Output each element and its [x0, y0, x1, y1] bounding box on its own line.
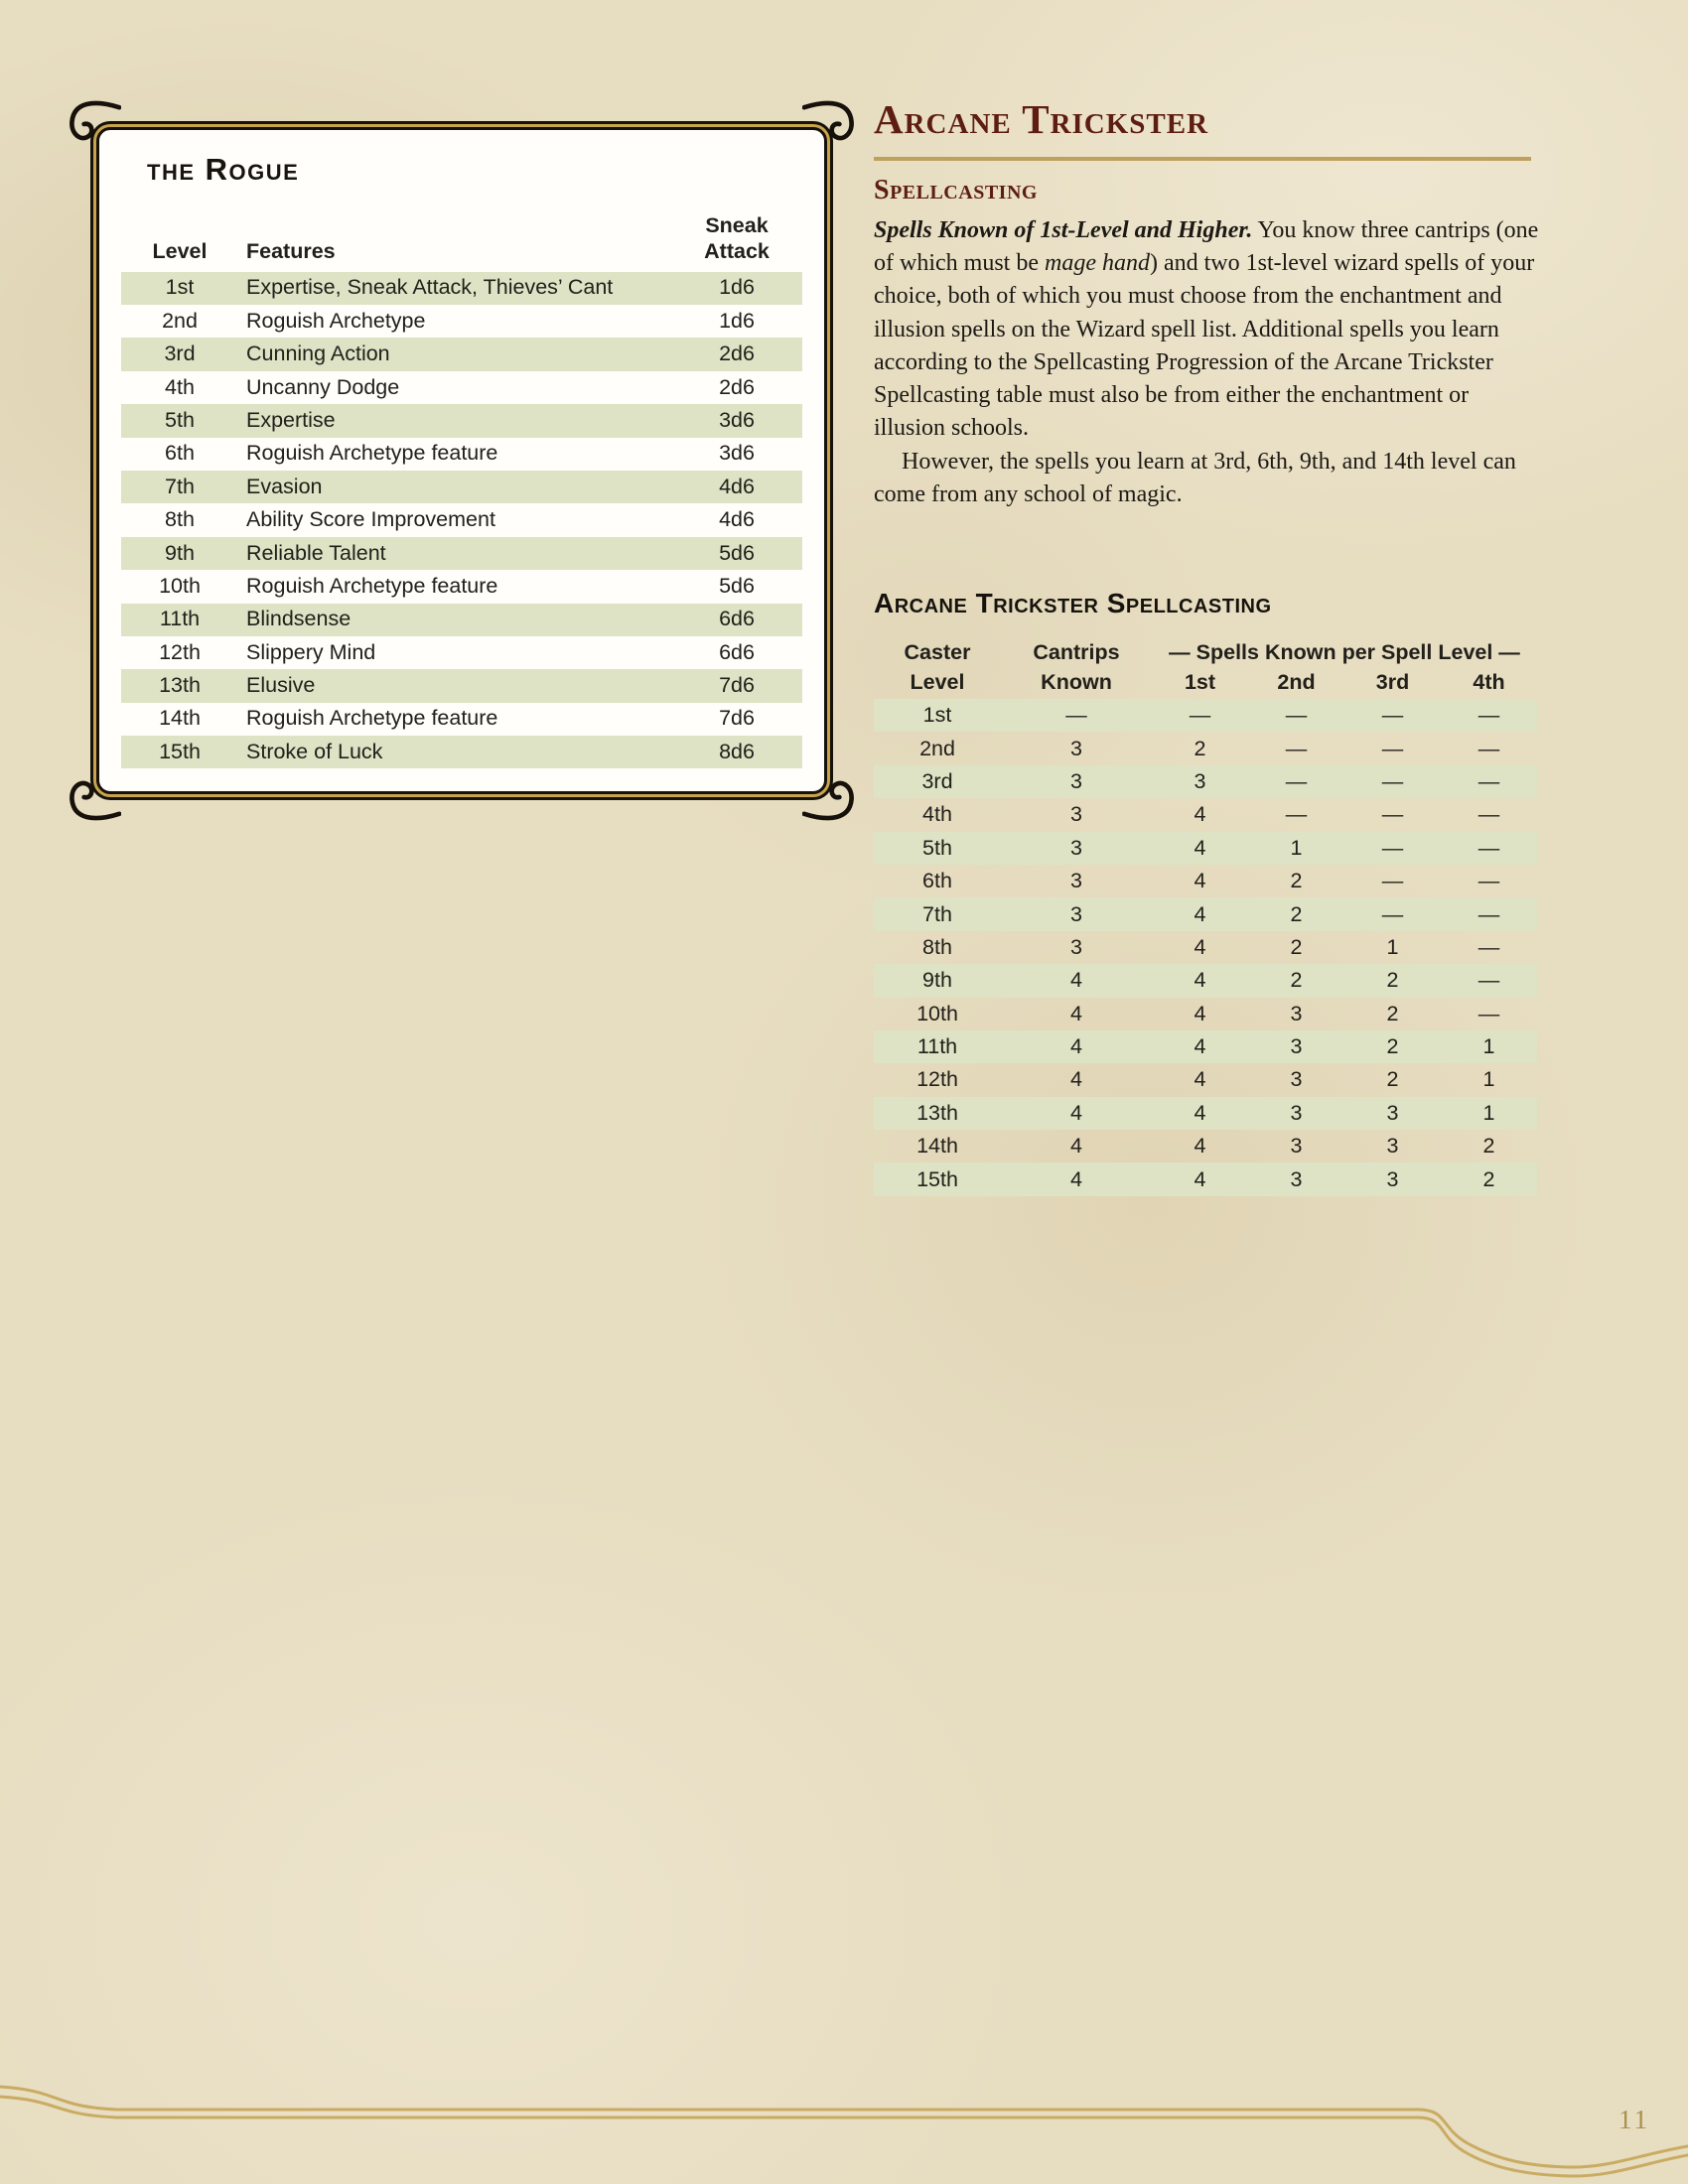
- spells-known-4th-cell: —: [1477, 968, 1500, 993]
- rogue-table-row: [121, 338, 802, 370]
- caster-level-cell: 7th: [922, 901, 952, 926]
- spells-known-1st-cell: —: [1189, 703, 1211, 728]
- rogue-sneak-attack-cell: 4d6: [719, 474, 755, 498]
- features-column-header: Features: [246, 238, 336, 263]
- rogue-table-row: [121, 537, 802, 570]
- rogue-level-cell: 9th: [165, 540, 195, 565]
- spells-known-3rd-cell: 2: [1386, 1034, 1399, 1059]
- spells-known-1st-cell: 4: [1194, 1034, 1206, 1059]
- rogue-level-cell: 12th: [159, 639, 201, 664]
- frame-corner-flourish-icon: [802, 769, 858, 825]
- spells-known-2nd-cell: 3: [1290, 1067, 1303, 1092]
- paragraph-text: You know three cantrips (one of which must be: [874, 217, 1539, 277]
- rogue-table-row: [121, 371, 802, 404]
- frame-corner-flourish-icon: [66, 769, 121, 825]
- cantrips-known-cell: 4: [1070, 968, 1082, 993]
- rogue-sneak-attack-cell: 6d6: [719, 639, 755, 664]
- spell-name-italic: mage hand: [1044, 250, 1150, 277]
- caster-level-cell: 10th: [916, 1001, 958, 1025]
- level-column-header: Level: [152, 238, 208, 263]
- spellcasting-table-row: [874, 1030, 1537, 1063]
- rogue-sneak-attack-cell: 8d6: [719, 739, 755, 763]
- spells-known-2nd-cell: —: [1285, 736, 1308, 760]
- body-text-block: [874, 214, 1545, 511]
- spell-level-2nd-header: 2nd: [1277, 669, 1316, 694]
- spellcasting-table-row: [874, 1063, 1537, 1096]
- rogue-sneak-attack-cell: 3d6: [719, 407, 755, 432]
- rogue-features-cell: Roguish Archetype feature: [246, 573, 498, 598]
- spells-known-4th-cell: —: [1477, 869, 1500, 893]
- spells-known-1st-cell: 4: [1194, 934, 1206, 959]
- caster-header-line1: Caster: [904, 640, 971, 664]
- spellcasting-section-heading: Spellcasting: [874, 175, 1038, 205]
- rogue-features-cell: Cunning Action: [246, 341, 390, 366]
- spells-known-3rd-cell: —: [1381, 901, 1404, 926]
- cantrips-known-cell: 3: [1070, 835, 1082, 860]
- spells-known-2nd-cell: 1: [1290, 835, 1303, 860]
- rogue-level-cell: 10th: [159, 573, 201, 598]
- rogue-features-cell: Slippery Mind: [246, 639, 376, 664]
- spells-known-3rd-cell: 2: [1386, 1001, 1399, 1025]
- spells-known-3rd-cell: 2: [1386, 1067, 1399, 1092]
- rogue-sneak-attack-cell: 1d6: [719, 308, 755, 333]
- rogue-level-cell: 6th: [165, 441, 195, 466]
- rogue-features-cell: Stroke of Luck: [246, 739, 383, 763]
- spellcasting-table-row: [874, 765, 1537, 798]
- rogue-class-table: [121, 213, 802, 768]
- spellcasting-table-row: [874, 931, 1537, 964]
- caster-level-cell: 9th: [922, 968, 952, 993]
- rogue-features-cell: Roguish Archetype feature: [246, 441, 498, 466]
- caster-header-line2: Level: [910, 669, 965, 694]
- spells-known-3rd-cell: 3: [1386, 1134, 1399, 1159]
- spell-level-3rd-header: 3rd: [1375, 669, 1410, 694]
- rogue-panel-title: the Rogue: [147, 152, 300, 187]
- frame-corner-flourish-icon: [66, 96, 121, 152]
- rogue-sneak-attack-cell: 6d6: [719, 607, 755, 631]
- rogue-table-panel: [96, 127, 827, 794]
- caster-level-cell: 6th: [922, 869, 952, 893]
- spellcasting-table-row: [874, 798, 1537, 831]
- cantrips-known-cell: 4: [1070, 1166, 1082, 1191]
- caster-level-cell: 11th: [916, 1034, 958, 1059]
- spells-known-1st-cell: 4: [1194, 968, 1206, 993]
- rogue-sneak-attack-cell: 2d6: [719, 341, 755, 366]
- spells-known-4th-cell: —: [1477, 703, 1500, 728]
- rogue-table-row: [121, 272, 802, 305]
- spells-known-3rd-cell: —: [1381, 736, 1404, 760]
- rogue-table-row: [121, 438, 802, 471]
- spells-known-2nd-cell: —: [1285, 703, 1308, 728]
- spells-known-1st-cell: 4: [1194, 1134, 1206, 1159]
- cantrips-known-cell: —: [1065, 703, 1087, 728]
- spells-known-2nd-cell: —: [1285, 768, 1308, 793]
- caster-level-cell: 14th: [916, 1134, 958, 1159]
- spellcasting-table-row: [874, 1162, 1537, 1195]
- spellcasting-table-row: [874, 897, 1537, 930]
- spells-known-3rd-cell: —: [1381, 835, 1404, 860]
- rogue-level-cell: 15th: [159, 739, 201, 763]
- spells-known-2nd-cell: 3: [1290, 1134, 1303, 1159]
- rogue-level-cell: 1st: [165, 275, 195, 300]
- rogue-features-cell: Elusive: [246, 673, 316, 698]
- frame-corner-flourish-icon: [802, 96, 858, 152]
- rogue-table-header-row: [121, 213, 802, 272]
- spells-known-1st-cell: 2: [1194, 736, 1206, 760]
- rogue-features-cell: Expertise: [246, 407, 336, 432]
- spellcasting-table-row: [874, 865, 1537, 897]
- spells-known-3rd-cell: 3: [1386, 1166, 1399, 1191]
- spellcasting-table-title: Arcane Trickster Spellcasting: [874, 588, 1272, 618]
- rogue-features-cell: Uncanny Dodge: [246, 374, 400, 399]
- cantrips-known-cell: 3: [1070, 736, 1082, 760]
- spellcasting-table-row: [874, 964, 1537, 997]
- spellcasting-table-row: [874, 699, 1537, 732]
- rogue-sneak-attack-cell: 3d6: [719, 441, 755, 466]
- paragraph-lead-in: Spells Known of 1st-Level and Higher.: [874, 217, 1253, 243]
- spells-known-1st-cell: 4: [1194, 901, 1206, 926]
- rogue-features-cell: Roguish Archetype feature: [246, 706, 498, 731]
- sneak-attack-column-header: [671, 213, 802, 272]
- spells-known-4th-cell: —: [1477, 901, 1500, 926]
- spell-level-1st-header: 1st: [1184, 669, 1216, 694]
- spells-known-3rd-cell: —: [1381, 768, 1404, 793]
- spells-known-1st-cell: 4: [1194, 835, 1206, 860]
- rogue-sneak-attack-cell: 2d6: [719, 374, 755, 399]
- spells-known-4th-cell: 2: [1482, 1134, 1495, 1159]
- arcane-trickster-spellcasting-table: [874, 631, 1537, 1196]
- spells-known-4th-cell: —: [1477, 835, 1500, 860]
- caster-level-cell: 15th: [916, 1166, 958, 1191]
- spells-known-group-header: — Spells Known per Spell Level —: [1169, 640, 1520, 664]
- rogue-features-cell: Expertise, Sneak Attack, Thieves’ Cant: [246, 275, 614, 300]
- cantrips-known-cell: 3: [1070, 934, 1082, 959]
- page-number: 11: [1618, 2105, 1650, 2134]
- cantrips-known-cell: 4: [1070, 1100, 1082, 1125]
- spells-known-2nd-cell: 3: [1290, 1034, 1303, 1059]
- caster-level-cell: 12th: [916, 1067, 958, 1092]
- rogue-level-cell: 2nd: [162, 308, 198, 333]
- rogue-table-row: [121, 736, 802, 768]
- spells-known-2nd-cell: 3: [1290, 1001, 1303, 1025]
- caster-level-cell: 5th: [922, 835, 952, 860]
- spells-known-3rd-cell: —: [1381, 703, 1404, 728]
- rogue-sneak-attack-cell: 7d6: [719, 673, 755, 698]
- rogue-level-cell: 3rd: [164, 341, 196, 366]
- rogue-table-row: [121, 570, 802, 603]
- paragraph-text: ) and two 1st-level wizard spells of your choice, both of which you must choose from the enchantment and illusion spells on the Wizard spell list. Additional spells you learn according to the Spellcasting Progression of the Arcane Trickster Spellcasting table must also be from either the enchantment or illusion schools.: [874, 250, 1535, 442]
- page-title: Arcane Trickster: [874, 96, 1209, 142]
- sneak-attack-header-line1: Sneak: [705, 213, 769, 237]
- spells-known-2nd-cell: 2: [1290, 869, 1303, 893]
- spells-known-4th-cell: —: [1477, 802, 1500, 827]
- spell-level-4th-header: 4th: [1473, 669, 1505, 694]
- caster-level-cell: 8th: [922, 934, 952, 959]
- rogue-table-row: [121, 471, 802, 503]
- spells-known-4th-cell: —: [1477, 768, 1500, 793]
- spells-known-4th-cell: 1: [1482, 1067, 1495, 1092]
- caster-level-cell: 13th: [916, 1100, 958, 1125]
- spells-known-1st-cell: 4: [1194, 869, 1206, 893]
- cantrips-known-cell: 4: [1070, 1067, 1082, 1092]
- spells-known-2nd-cell: 2: [1290, 968, 1303, 993]
- rogue-table-row: [121, 305, 802, 338]
- rogue-features-cell: Roguish Archetype: [246, 308, 426, 333]
- rogue-level-cell: 7th: [165, 474, 195, 498]
- rogue-features-cell: Reliable Talent: [246, 540, 386, 565]
- rogue-sneak-attack-cell: 5d6: [719, 573, 755, 598]
- body-paragraph-1: [874, 214, 1545, 446]
- caster-level-cell: 3rd: [921, 768, 953, 793]
- spells-known-1st-cell: 4: [1194, 802, 1206, 827]
- spells-known-2nd-cell: 2: [1290, 901, 1303, 926]
- spells-known-4th-cell: —: [1477, 934, 1500, 959]
- spells-known-1st-cell: 4: [1194, 1100, 1206, 1125]
- cantrips-known-cell: 3: [1070, 802, 1082, 827]
- spells-known-4th-cell: —: [1477, 736, 1500, 760]
- cantrips-known-cell: 4: [1070, 1034, 1082, 1059]
- sneak-attack-header-line2: Attack: [704, 238, 770, 263]
- spellcasting-table-row: [874, 1097, 1537, 1130]
- spellcasting-table-row: [874, 832, 1537, 865]
- rogue-sneak-attack-cell: 1d6: [719, 275, 755, 300]
- spells-known-1st-cell: 4: [1194, 1001, 1206, 1025]
- body-paragraph-2: However, the spells you learn at 3rd, 6th, 9th, and 14th level can come from any school of magic.: [874, 448, 1516, 507]
- rogue-sneak-attack-cell: 4d6: [719, 507, 755, 532]
- cantrips-known-cell: 3: [1070, 869, 1082, 893]
- spells-known-4th-cell: 1: [1482, 1100, 1495, 1125]
- rogue-features-cell: Blindsense: [246, 607, 352, 631]
- cantrips-known-cell: 4: [1070, 1001, 1082, 1025]
- rogue-sneak-attack-cell: 5d6: [719, 540, 755, 565]
- cantrips-known-cell: 4: [1070, 1134, 1082, 1159]
- spells-known-2nd-cell: 2: [1290, 934, 1303, 959]
- spells-known-2nd-cell: —: [1285, 802, 1308, 827]
- rogue-sneak-attack-cell: 7d6: [719, 706, 755, 731]
- spellcasting-table-row: [874, 732, 1537, 764]
- spells-known-3rd-cell: 2: [1386, 968, 1399, 993]
- cantrips-header-line1: Cantrips: [1033, 640, 1120, 664]
- spells-known-1st-cell: 4: [1194, 1166, 1206, 1191]
- spells-known-3rd-cell: —: [1381, 802, 1404, 827]
- spellcasting-table-row: [874, 1130, 1537, 1162]
- spells-known-2nd-cell: 3: [1290, 1100, 1303, 1125]
- spells-known-3rd-cell: 3: [1386, 1100, 1399, 1125]
- rogue-table-row: [121, 503, 802, 536]
- rogue-level-cell: 13th: [159, 673, 201, 698]
- rogue-level-cell: 5th: [165, 407, 195, 432]
- cantrips-header-line2: Known: [1041, 669, 1112, 694]
- spells-known-1st-cell: 3: [1194, 768, 1206, 793]
- rogue-table-row: [121, 636, 802, 669]
- caster-level-cell: 4th: [922, 802, 952, 827]
- caster-level-cell: 2nd: [919, 736, 955, 760]
- rogue-table-row: [121, 404, 802, 437]
- rogue-table-row: [121, 669, 802, 702]
- spells-known-3rd-cell: 1: [1386, 934, 1399, 959]
- spellcasting-header-row-1: [874, 631, 1537, 665]
- spells-known-1st-cell: 4: [1194, 1067, 1206, 1092]
- rogue-level-cell: 4th: [165, 374, 195, 399]
- cantrips-known-cell: 3: [1070, 768, 1082, 793]
- spells-known-4th-cell: 2: [1482, 1166, 1495, 1191]
- rogue-level-cell: 8th: [165, 507, 195, 532]
- spells-known-4th-cell: 1: [1482, 1034, 1495, 1059]
- rogue-features-cell: Evasion: [246, 474, 323, 498]
- spells-known-2nd-cell: 3: [1290, 1166, 1303, 1191]
- rogue-table-row: [121, 604, 802, 636]
- rogue-level-cell: 14th: [159, 706, 201, 731]
- spells-known-3rd-cell: —: [1381, 869, 1404, 893]
- rogue-table-row: [121, 703, 802, 736]
- caster-level-cell: 1st: [922, 703, 952, 728]
- title-rule-divider: [874, 157, 1531, 161]
- rogue-features-cell: Ability Score Improvement: [246, 507, 495, 532]
- spellcasting-table-row: [874, 998, 1537, 1030]
- rogue-level-cell: 11th: [159, 607, 201, 631]
- spells-known-4th-cell: —: [1477, 1001, 1500, 1025]
- cantrips-known-cell: 3: [1070, 901, 1082, 926]
- spellcasting-header-row-2: [874, 665, 1537, 699]
- footer-flourish-icon: [0, 2035, 1688, 2184]
